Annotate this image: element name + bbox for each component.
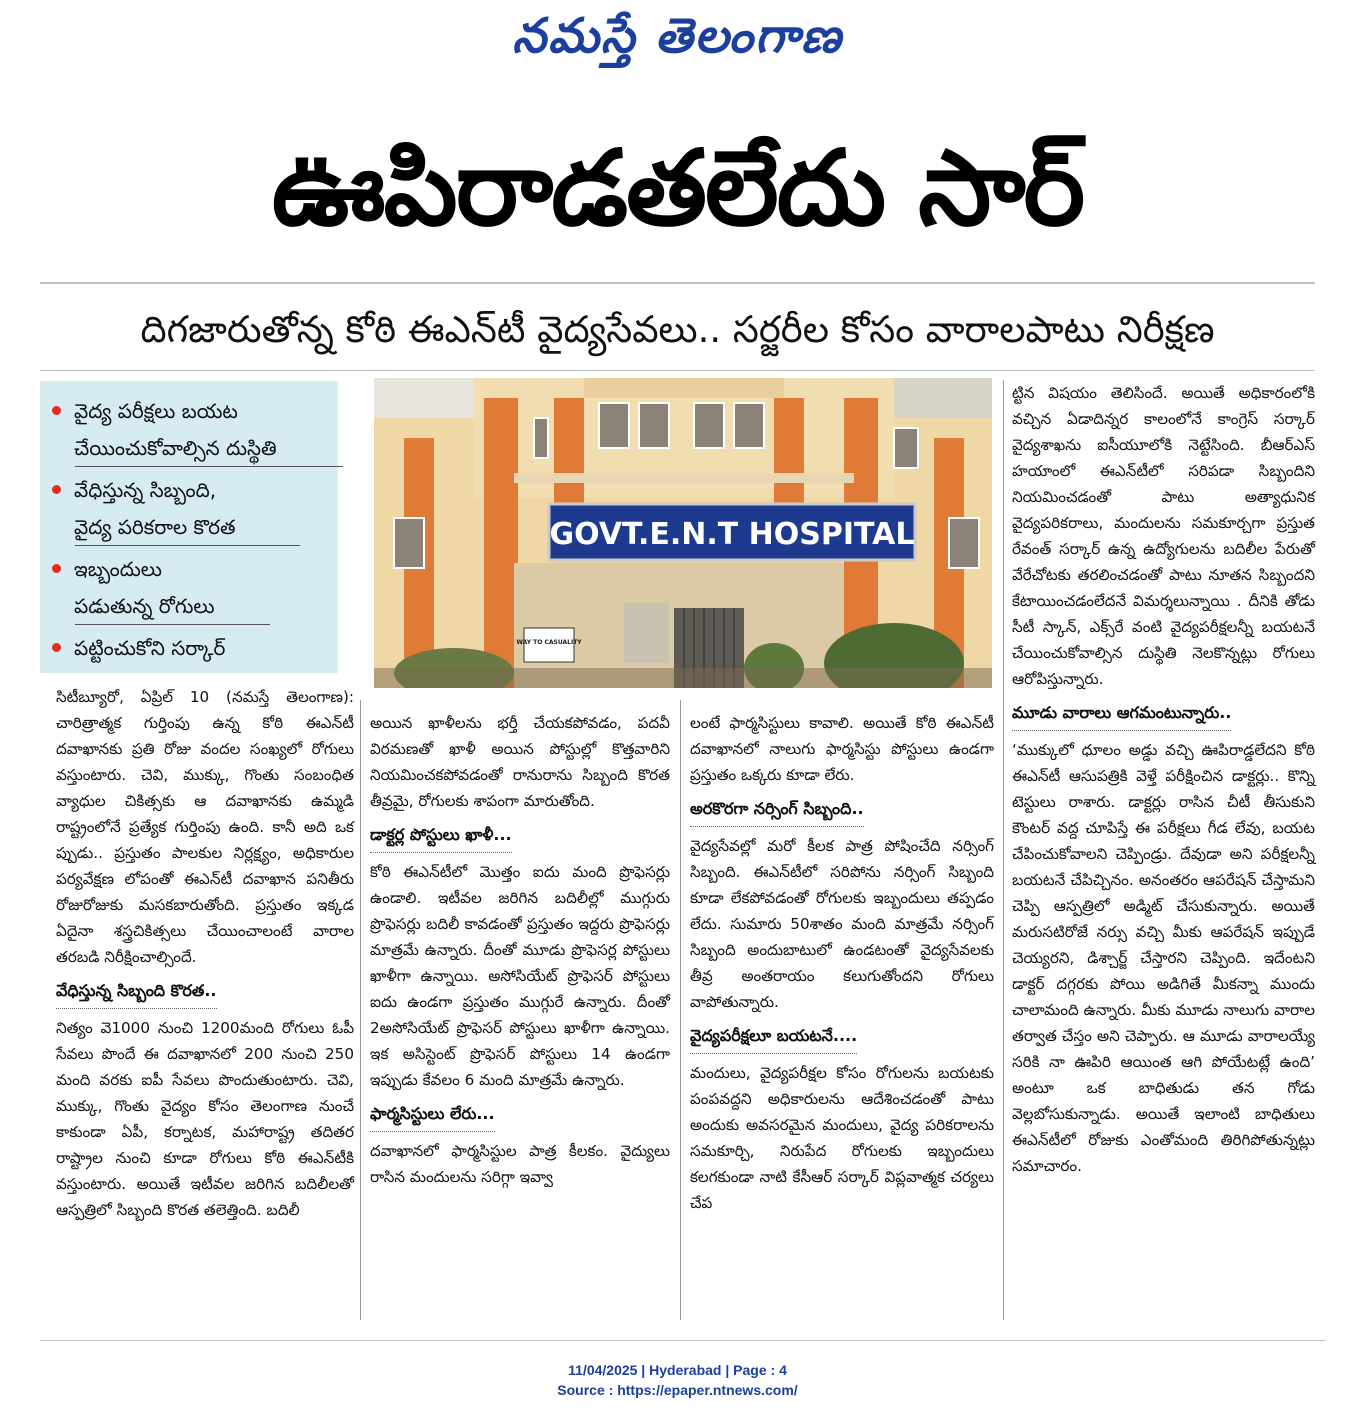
hospital-photo <box>374 378 992 688</box>
divider <box>75 624 270 625</box>
highlights-box <box>40 381 338 673</box>
highlight-line: పడుతున్న రోగులు <box>74 594 215 618</box>
highlight-line: చేయించుకోవాల్సిన దుస్థితి <box>74 436 277 460</box>
section-heading: వైద్యపరీక్షలూ బయటనే.... <box>690 1019 857 1054</box>
divider <box>75 466 343 467</box>
highlight-item <box>52 472 332 546</box>
highlight-line: వైద్య పరికరాల కొరత <box>74 515 236 539</box>
paragraph: ‘ముక్కులో ధూలం అడ్డు వచ్చి ఊపిరాడ్డలేదని కోఠి ఈఎన్‌టీ ఆసుపత్రికి వెళ్తే పరీక్షించిన డాక్టర్లు.. కొన్ని టెస్టులు రాశారు. డాక్టర్లు రాసిన చీటీ తీసుకుని కౌంటర్ వద్ద చూపిస్తే ఈ పరీక్షలు గీడ లేవు, బయట చేపించుకోవాలని చెప్పిండ్రు. దేవుడా అని పరీక్షలన్నీ బయటనే చేపిచ్చినం. అనంతరం ఆపరేషన్ చేస్తామని చెప్పి ఆస్పత్రిలో అడ్మిట్ చేసుకున్నారు. అయితే మరుసటిరోజే నర్సు వచ్చి మీకు ఆపరేషన్ ఇప్పుడే చెయ్యరని, డిశ్చార్జ్ చేస్తారని చెప్పింది. ఇదేంటని డాక్టర్ దగ్గరకు పోయి అడిగితే మీకన్నా ముందు చాలామంది ఉన్నారు. మీకు మూడు నాలుగు వారాల తర్వాత చేస్తం అని చెప్పారు. ఆ మూడు వారాలయ్యే సరికి నా ఊపిరి ఆయింత ఆగి పోయేటట్లే ఉంది’ అంటూ ఒక బాధితుడు తన గోడు వెల్లబోసుకున్నాడు. అయితే ఇలాంటి బాధితులు ఈఎన్‌టీలో రోజుకు ఎంతోమంది తిరిగిపోతున్నట్లు సమాచారం. <box>1012 741 1315 1175</box>
paragraph: నిత్యం వె1000 నుంచి 1200మంది రోగులు ఓపీ సేవలు పొందే ఈ దవాఖానలో 200 నుంచి 250 మంది వరకు ఐపీ సేవలు పొందుతుంటారు. చెవి, ముక్కు, గొంతు వైద్యం కోసం తెలంగాణ నుంచే కాకుండా ఏపీ, కర్నాటక, మహారాష్ట్ర తదితర రాష్ట్రాల నుంచి కూడా రోగులు కోఠి ఈఎన్‌టీకి వస్తుంటారు. అయితే ఇటీవల జరిగిన బదిలీలతో ఆస్పత్రిలో సిబ్బంది కొరత తలెత్తింది. బదిలీ <box>56 1019 354 1219</box>
highlight-item <box>52 551 332 625</box>
highlight-line: వైద్య పరీక్షలు బయట <box>74 399 238 423</box>
casualty-sign-text: WAY TO CASUALITY <box>516 639 582 646</box>
footer-source: Source : https://epaper.ntnews.com/ <box>557 1382 798 1398</box>
highlight-line: ఇబ్బందులు <box>74 557 162 581</box>
newspaper-masthead: నమస్తే తెలంగాణ <box>512 8 843 64</box>
article-subheadline: దిగజారుతోన్న కోఠి ఈఎన్‌టీ వైద్యసేవలు.. సర్జరీల కోసం వారాలపాటు నిరీక్షణ <box>140 308 1215 351</box>
article-column-1 <box>56 684 354 1223</box>
paragraph: మందులు, వైద్యపరీక్షల కోసం రోగులను బయటకు పంపవద్దని అధికారులను ఆదేశించడంతో పాటు అందుకు అవసరమైన మందులు, వైద్య పరికరాలను సమకూర్చి, నిరుపేద రోగులకు ఇబ్బందులు కలగకుండా నాటి కేసీఆర్ సర్కార్ విప్లవాత్మక చర్యలు చేప <box>690 1064 994 1212</box>
divider <box>40 1340 1325 1341</box>
divider <box>75 545 300 546</box>
footer-dateline: 11/04/2025 | Hyderabad | Page : 4 <box>568 1362 787 1378</box>
article-column-3 <box>690 710 994 1216</box>
bullet-icon <box>52 564 61 573</box>
section-heading: అరకొరగా నర్సింగ్ సిబ్బంది.. <box>690 792 864 827</box>
section-heading: వేధిస్తున్న సిబ్బంది కొరత.. <box>56 974 217 1009</box>
paragraph: లంటే ఫార్మసిస్టులు కావాలి. అయితే కోఠి ఈఎన్‌టీ దవాఖానలో నాలుగు ఫార్మసిస్టు పోస్టులు ఉండగా ప్రస్తుతం ఒక్కరు కూడా లేరు. <box>690 714 994 784</box>
paragraph: కోఠి ఈఎన్‌టీలో మొత్తం ఐదు మంది ప్రొఫెసర్లు ఉండాలి. ఇటీవల జరిగిన బదిలీల్లో ముగ్గురు ప్రొఫెసర్లు బదిలీ కావడంతో ప్రస్తుతం ఇద్దరు ప్రొఫెసర్లు మాత్రమే ఉన్నారు. దీంతో మూడు ప్రొఫెసర్ల పోస్టులు ఖాళీగా ఉన్నాయి. అసోసియేట్ ప్రొఫెసర్ పోస్టులు ఐదు ఉండగా ప్రస్తుతం ముగ్గురే ఉన్నారు. దీంతో 2అసోసియేట్ ప్రొఫెసర్ పోస్టులు ఖాళీగా ఉన్నాయి. ఇక అసిస్టెంట్ ప్రొఫెసర్ పోస్టులు 14 ఉండగా ఇప్పుడు కేవలం 6 మంది మాత్రమే ఉన్నారు. <box>370 863 670 1089</box>
paragraph: ట్టిన విషయం తెలిసిందే. అయితే అధికారంలోకి వచ్చిన ఏడాదిన్నర కాలంలోనే కాంగ్రెస్ సర్కార్ వైద్యశాఖను ఐసీయూలోకి నెట్టేసింది. బీఆర్‌ఎస్ హయాంలో ఈఎన్‌టీలో సరిపడా సిబ్బందిని నియమించడంతో పాటు అత్యాధునిక వైద్యపరికరాలు, మందులను సమకూర్చగా ప్రస్తుత రేవంత్ సర్కార్ ఉన్న ఉద్యోగులను బదిలీల పేరుతో వేరేచోటకు తరలించడంతో పాటు నూతన సిబ్బందని కేటాయించడంలేదనే విమర్శలున్నాయి . దీనికి తోడు సీటీ స్కాన్, ఎక్స్‌రే వంటి వైద్యపరీక్షలన్నీ బయటనే చేయించుకోవాల్సిన దుస్థితి నెలకొన్నట్లు రోగులు ఆరోపిస్తున్నారు. <box>1012 384 1315 688</box>
column-divider <box>360 700 361 1320</box>
column-divider <box>680 700 681 1320</box>
column-divider <box>1003 380 1004 1320</box>
paragraph: వైద్యసేవల్లో మరో కీలక పాత్ర పోషించేది నర్సింగ్ సిబ్బంది. ఈఎన్‌టీలో సరిపోను నర్సింగ్ సిబ్బంది కూడా లేకపోవడంతో రోగులకు ఇబ్బందులు తప్పడం లేదు. సుమారు 50శాతం మంది మాత్రమే నర్సింగ్ సిబ్బంది అందుబాటులో ఉండటంతో వైద్యసేవలకు తీవ్ర అంతరాయం కలుగుతోందని రోగులు వాపోతున్నారు. <box>690 837 994 1011</box>
article-headline: ఊపిరాడతలేదు సార్ <box>271 127 1084 249</box>
highlight-item <box>52 630 332 667</box>
article-column-4 <box>1012 380 1315 1179</box>
section-heading: డాక్టర్ల పోస్టులు ఖాళీ... <box>370 818 512 853</box>
bullet-icon <box>52 485 61 494</box>
bullet-icon <box>52 643 61 652</box>
highlight-line: వేధిస్తున్న సిబ్బంది, <box>74 478 217 502</box>
divider <box>40 370 1315 371</box>
divider <box>40 282 1315 284</box>
paragraph: దవాఖానలో ఫార్మసిస్టుల పాత్ర కీలకం. వైద్యులు రాసిన మందులను సరిగ్గా ఇవ్వా <box>370 1142 670 1186</box>
bullet-icon <box>52 406 61 415</box>
section-heading: మూడు వారాలు ఆగమంటున్నారు.. <box>1012 696 1231 731</box>
highlight-line: పట్టించుకోని సర్కార్ <box>74 636 226 660</box>
section-heading: ఫార్మసిస్టులు లేరు... <box>370 1097 495 1132</box>
paragraph: అయిన ఖాళీలను భర్తీ చేయకపోవడం, పదవీ విరమణతో ఖాళీ అయిన పోస్టుల్లో కొత్తవారిని నియమించకపోవడంతో రానురాను సిబ్బంది కొరత తీవ్రమై, రోగులకు శాపంగా మారుతోంది. <box>370 714 670 810</box>
highlight-item <box>52 393 332 467</box>
page-footer <box>0 1360 1355 1400</box>
article-column-2 <box>370 710 670 1190</box>
paragraph: సిటీబ్యూరో, ఏప్రిల్ 10 (నమస్తే తెలంగాణ): చారిత్రాత్మక గుర్తింపు ఉన్న కోఠి ఈఎన్‌టీ దవాఖానకు ప్రతి రోజు వందల సంఖ్యలో రోగులు వస్తుంటారు. చెవి, ముక్కు, గొంతు సంబంధిత వ్యాధుల చికిత్సకు ఆ దవాఖానకు ఉమ్మడి రాష్ట్రంలోనే ప్రత్యేక గుర్తింపు ఉంది. కానీ అది ఒక ప్పుడు.. ప్రస్తుతం పాలకుల నిర్లక్ష్యం, అధికారుల పర్యవేక్షణ లోపంతో ఈఎన్‌టీ దవాఖాన పనితీరు రోజురోజుకు మసకబారుతోంది. ప్రస్తుతం ఇక్కడ ఏదైనా శస్త్రచికిత్సలు చేయించాలంటే వారాల తరబడి నిరీక్షించాల్సిందే. <box>56 688 354 966</box>
hospital-sign-text: GOVT.E.N.T HOSPITAL <box>549 517 915 552</box>
